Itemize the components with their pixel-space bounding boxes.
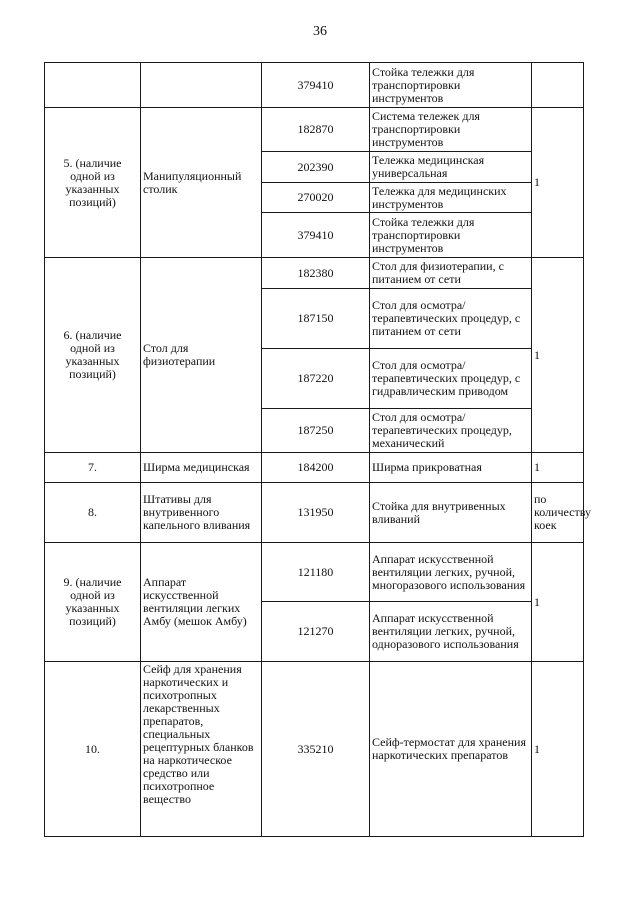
code-cell: 187150: [262, 289, 370, 349]
row-number-cell: 7.: [45, 453, 141, 483]
item-name-cell: Аппарат искусственной вентиляции легких Амбу (мешок Амбу): [141, 543, 262, 662]
quantity-cell: 1: [532, 662, 584, 837]
row-number-cell: 8.: [45, 483, 141, 543]
description-cell: Аппарат искусственной вентиляции легких, ручной, одноразового использования: [370, 602, 532, 662]
quantity-cell: 1: [532, 258, 584, 453]
code-cell: 379410: [262, 63, 370, 108]
table-row: [45, 662, 584, 837]
quantity-cell: по количеству коек: [532, 483, 584, 543]
item-name-cell: [141, 63, 262, 108]
table-row: [45, 63, 584, 108]
code-cell: 121270: [262, 602, 370, 662]
equipment-table: [44, 62, 591, 837]
item-name-cell: Манипуляционный столик: [141, 108, 262, 258]
description-cell: Ширма прикроватная: [370, 453, 532, 483]
item-name-cell: Стол для физиотерапии: [141, 258, 262, 453]
row-number-cell: 10.: [45, 662, 141, 837]
code-cell: 182870: [262, 108, 370, 152]
description-cell: Стол для осмотра/ терапевтических процедур, с гидравлическим приводом: [370, 349, 532, 409]
quantity-cell: [532, 63, 584, 108]
row-number-cell: 9. (наличие одной из указанных позиций): [45, 543, 141, 662]
row-number-cell: 5. (наличие одной из указанных позиций): [45, 108, 141, 258]
quantity-cell: 1: [532, 543, 584, 662]
description-cell: Аппарат искусственной вентиляции легких, ручной, многоразового использования: [370, 543, 532, 602]
description-cell: Тележка для медицинских инструментов: [370, 183, 532, 213]
code-cell: 187220: [262, 349, 370, 409]
item-name-cell: Сейф для хранения наркотических и психотропных лекарственных препаратов, специальных рецептурных бланков на наркотическое средство или психотропное вещество: [141, 662, 262, 837]
table-row: [45, 453, 584, 483]
table-row: [45, 543, 584, 602]
page-number: 36: [313, 24, 327, 39]
table-row: [45, 108, 584, 152]
code-cell: 182380: [262, 258, 370, 289]
description-cell: Стол для физиотерапии, с питанием от сети: [370, 258, 532, 289]
table-row: [45, 258, 584, 289]
quantity-cell: 1: [532, 108, 584, 258]
table-row: [45, 483, 584, 543]
description-cell: Стойка тележки для транспортировки инструментов: [370, 63, 532, 108]
code-cell: 270020: [262, 183, 370, 213]
code-cell: 121180: [262, 543, 370, 602]
item-name-cell: Штативы для внутривенного капельного вливания: [141, 483, 262, 543]
row-number-cell: [45, 63, 141, 108]
description-cell: Сейф-термостат для хранения наркотических препаратов: [370, 662, 532, 837]
quantity-cell: 1: [532, 453, 584, 483]
code-cell: 335210: [262, 662, 370, 837]
code-cell: 379410: [262, 213, 370, 258]
code-cell: 187250: [262, 409, 370, 453]
description-cell: Система тележек для транспортировки инструментов: [370, 108, 532, 152]
description-cell: Стол для осмотра/ терапевтических процедур, механический: [370, 409, 532, 453]
description-cell: Стол для осмотра/ терапевтических процедур, с питанием от сети: [370, 289, 532, 349]
row-number-cell: 6. (наличие одной из указанных позиций): [45, 258, 141, 453]
code-cell: 184200: [262, 453, 370, 483]
item-name-cell: Ширма медицинская: [141, 453, 262, 483]
description-cell: Тележка медицинская универсальная: [370, 152, 532, 183]
description-cell: Стойка тележки для транспортировки инструментов: [370, 213, 532, 258]
code-cell: 131950: [262, 483, 370, 543]
code-cell: 202390: [262, 152, 370, 183]
description-cell: Стойка для внутривенных вливаний: [370, 483, 532, 543]
